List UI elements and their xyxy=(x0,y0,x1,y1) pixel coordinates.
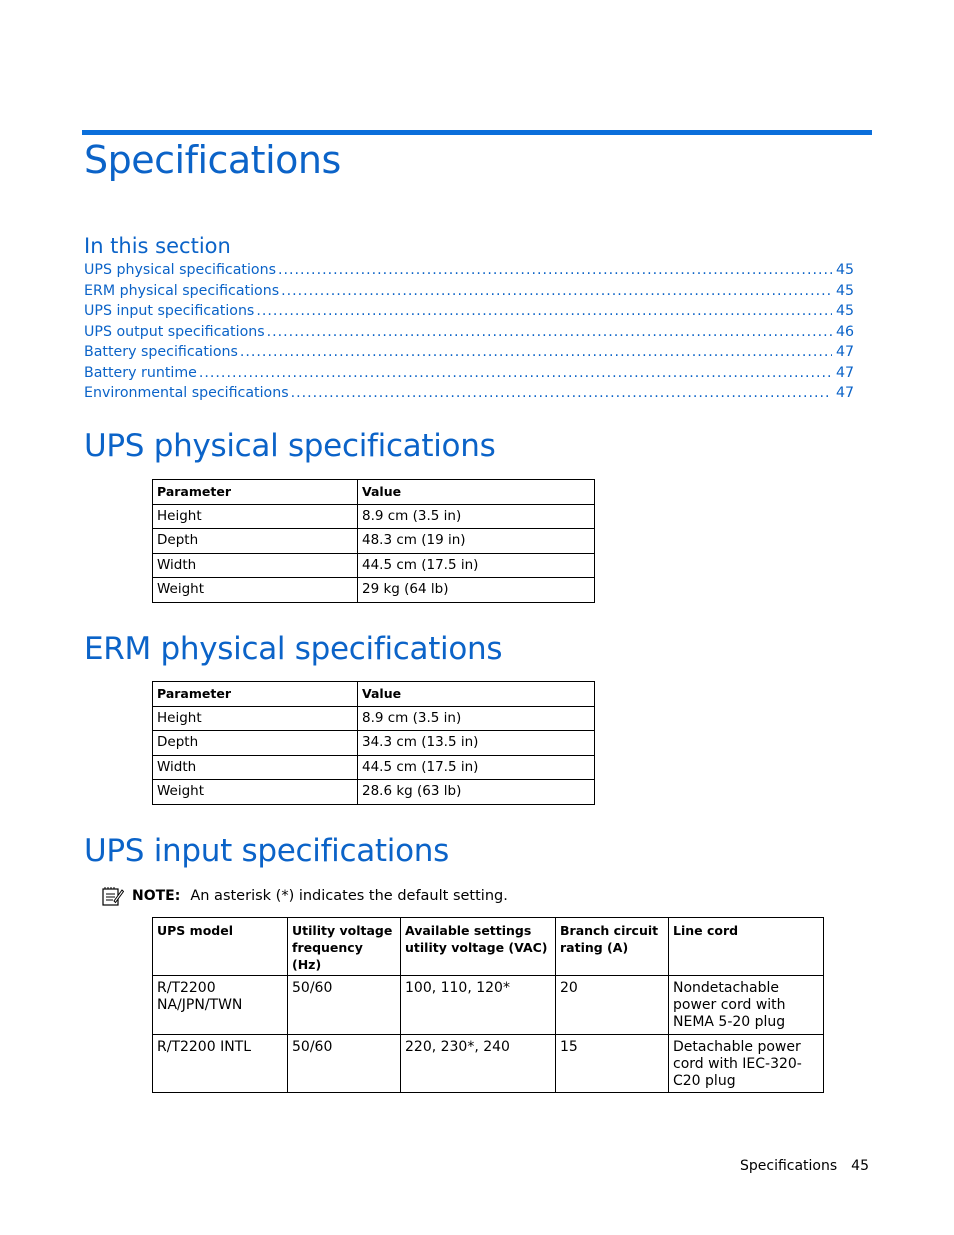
ups-input-table xyxy=(152,917,824,1093)
table-cell: 20 xyxy=(556,976,669,1035)
table-cell: Depth xyxy=(153,529,358,554)
toc-page: 46 xyxy=(835,323,854,340)
section-title-ups-physical: UPS physical specifications xyxy=(84,428,496,464)
toc-link-ups-output[interactable] xyxy=(84,324,854,345)
section-title-erm-physical: ERM physical specifications xyxy=(84,631,503,667)
toc-link-title: Environmental specifications xyxy=(84,385,289,401)
note-pad-icon xyxy=(102,886,124,906)
toc-link-title: UPS physical specifications xyxy=(84,262,276,278)
title-rule xyxy=(82,130,872,135)
column-header: Available settings utility voltage (VAC) xyxy=(401,918,556,976)
table-cell: Width xyxy=(153,755,358,780)
table-cell: Height xyxy=(153,706,358,731)
toc-link-title: Battery specifications xyxy=(84,344,238,360)
toc-link-erm-physical[interactable] xyxy=(84,283,854,304)
table-cell: R/T2200 NA/JPN/TWN xyxy=(153,976,288,1035)
table-cell: 50/60 xyxy=(288,1035,401,1093)
toc-link-title: Battery runtime xyxy=(84,364,197,381)
toc-link-title: UPS input specifications xyxy=(84,303,255,319)
table-cell: 50/60 xyxy=(288,976,401,1035)
column-header: Branch circuit rating (A) xyxy=(556,918,669,976)
erm-physical-table xyxy=(152,681,595,805)
table-cell: 8.9 cm (3.5 in) xyxy=(358,706,595,731)
table-header-row xyxy=(153,918,824,976)
ups-physical-table xyxy=(152,479,595,603)
column-header: Utility voltage frequency (Hz) xyxy=(288,918,401,976)
footer-page-number: 45 xyxy=(851,1158,869,1174)
page-title: Specifications xyxy=(84,138,341,182)
table-row xyxy=(153,553,595,578)
table-cell: Nondetachable power cord with NEMA 5-20 plug xyxy=(669,976,824,1035)
note-callout xyxy=(102,886,508,906)
table-header-row xyxy=(153,682,595,707)
column-header: Value xyxy=(358,480,595,505)
column-header: UPS model xyxy=(153,918,288,976)
toc-link-environmental[interactable] xyxy=(84,385,854,406)
table-row xyxy=(153,731,595,756)
table-header-row xyxy=(153,480,595,505)
table-cell: 220, 230*, 240 xyxy=(401,1035,556,1093)
table-row xyxy=(153,529,595,554)
section-title-ups-input: UPS input specifications xyxy=(84,833,449,869)
table-cell: 28.6 kg (63 lb) xyxy=(358,780,595,805)
toc-leader xyxy=(281,283,832,299)
column-header: Parameter xyxy=(153,480,358,505)
table-cell: Depth xyxy=(153,731,358,756)
table-cell: 8.9 cm (3.5 in) xyxy=(358,504,595,529)
table-row xyxy=(153,780,595,805)
toc-leader xyxy=(267,324,832,340)
toc-leader xyxy=(291,385,832,401)
table-row xyxy=(153,706,595,731)
toc-list xyxy=(84,262,854,406)
column-header: Line cord xyxy=(669,918,824,976)
toc-page: 47 xyxy=(835,344,854,360)
table-row xyxy=(153,755,595,780)
table-cell: R/T2200 INTL xyxy=(153,1035,288,1093)
table-cell: 48.3 cm (19 in) xyxy=(358,529,595,554)
toc-link-title: ERM physical specifications xyxy=(84,282,280,299)
column-header: Value xyxy=(358,682,595,707)
table-cell: Weight xyxy=(153,578,358,603)
toc-page: 45 xyxy=(835,262,854,278)
toc-heading: In this section xyxy=(84,234,231,258)
table-cell: Weight xyxy=(153,780,358,805)
footer-section-name: Specifications xyxy=(739,1158,838,1174)
table-row xyxy=(153,1035,824,1093)
toc-leader xyxy=(278,262,832,278)
toc-link-battery-runtime[interactable] xyxy=(84,365,854,386)
toc-page: 47 xyxy=(835,364,854,381)
page-footer xyxy=(740,1158,869,1174)
table-cell: 44.5 cm (17.5 in) xyxy=(358,553,595,578)
toc-leader xyxy=(199,365,832,381)
column-header: Parameter xyxy=(153,682,358,707)
note-text: An asterisk (*) indicates the default setting. xyxy=(190,888,508,904)
table-row xyxy=(153,976,824,1035)
table-row xyxy=(153,578,595,603)
note-label: NOTE: xyxy=(132,888,181,904)
table-cell: Width xyxy=(153,553,358,578)
toc-leader xyxy=(256,303,832,319)
table-cell: Detachable power cord with IEC-320-C20 plug xyxy=(669,1035,824,1093)
toc-link-title: UPS output specifications xyxy=(84,323,265,340)
toc-link-ups-input[interactable] xyxy=(84,303,854,324)
table-cell: 15 xyxy=(556,1035,669,1093)
toc-leader xyxy=(240,344,832,360)
table-cell: 44.5 cm (17.5 in) xyxy=(358,755,595,780)
table-cell: Height xyxy=(153,504,358,529)
table-row xyxy=(153,504,595,529)
table-cell: 100, 110, 120* xyxy=(401,976,556,1035)
toc-page: 45 xyxy=(835,303,854,319)
toc-page: 47 xyxy=(835,385,854,401)
table-cell: 34.3 cm (13.5 in) xyxy=(358,731,595,756)
toc-link-battery-specs[interactable] xyxy=(84,344,854,365)
table-cell: 29 kg (64 lb) xyxy=(358,578,595,603)
toc-page: 45 xyxy=(835,282,854,299)
toc-link-ups-physical[interactable] xyxy=(84,262,854,283)
